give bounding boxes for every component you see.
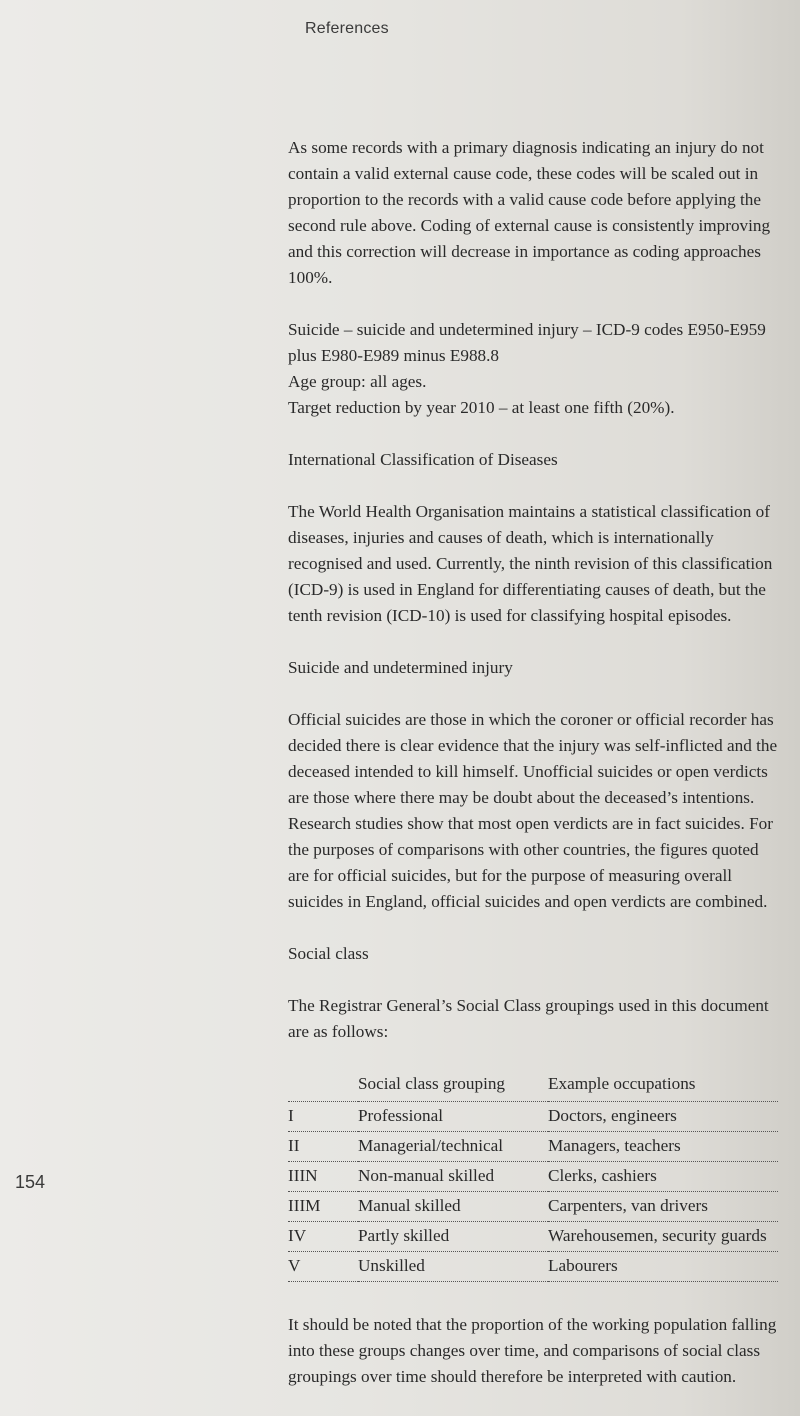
table-row [288,1132,778,1162]
row-code: V [288,1252,358,1282]
row-group: Professional [358,1102,548,1132]
intro-paragraph: As some records with a primary diagnosis indicating an injury do not contain a valid external cause code, these codes will be scaled out in proportion to the records with a valid cause code before applying the second rule above. Coding of external cause is consistently improving and this correction will decrease in importance as coding approaches 100%. [288,138,771,287]
row-code: II [288,1132,358,1162]
row-code: IIIN [288,1162,358,1192]
social-class-table [288,1071,778,1282]
table-row [288,1192,778,1222]
suicide-definition-line3: Target reduction by year 2010 – at least one fifth (20%). [288,398,675,417]
suicide-definition-line2: Age group: all ages. [288,372,427,391]
icd-heading: International Classification of Diseases [288,450,558,469]
suicide-heading: Suicide and undetermined injury [288,658,513,677]
table-row [288,1252,778,1282]
table-header-group: Social class grouping [358,1074,506,1093]
icd-paragraph: The World Health Organisation maintains a statistical classification of diseases, injuries and causes of death, which is internationally recognised and used. Currently, the ninth revision of this classification (ICD-9) is used in England for differentiating causes of death, but the tenth revision (ICD-10) is used for classifying hospital episodes. [288,502,773,625]
row-code: I [288,1102,358,1132]
social-class-intro: The Registrar General’s Social Class groupings used in this document are as follows: [288,996,769,1041]
closing-paragraph: It should be noted that the proportion of the working population falling into these groups changes over time, and comparisons of social class groupings over time should therefore be interpreted with caution. [288,1315,777,1386]
table-row [288,1222,778,1252]
main-content [288,135,778,1416]
page-number: 154 [15,1172,46,1192]
table-header-row [288,1071,778,1102]
row-code: IIIM [288,1192,358,1222]
row-example: Carpenters, van drivers [548,1192,778,1222]
social-class-heading: Social class [288,944,369,963]
row-example: Doctors, engineers [548,1102,778,1132]
table-header-examples: Example occupations [548,1074,696,1093]
table-row [288,1162,778,1192]
row-example: Labourers [548,1252,778,1282]
row-group: Non-manual skilled [358,1162,548,1192]
suicide-paragraph: Official suicides are those in which the coroner or official recorder has decided there is clear evidence that the injury was self-inflicted and the deceased intended to kill himself. Unofficial suicides or open verdicts are those where there may be doubt about the deceased’s intentions. Research studies show that most open verdicts are in fact suicides. For the purposes of comparisons with other countries, the figures quoted are for official suicides, but for the purpose of measuring overall suicides in England, official suicides and open verdicts are combined. [288,710,778,911]
table-header-code [288,1071,358,1102]
row-example: Clerks, cashiers [548,1162,778,1192]
row-group: Managerial/technical [358,1132,548,1162]
row-example: Warehousemen, security guards [548,1222,778,1252]
row-group: Manual skilled [358,1192,548,1222]
row-group: Partly skilled [358,1222,548,1252]
row-group: Unskilled [358,1252,548,1282]
running-header: References [305,20,389,37]
suicide-definition [288,317,778,421]
row-example: Managers, teachers [548,1132,778,1162]
table-row [288,1102,778,1132]
row-code: IV [288,1222,358,1252]
suicide-definition-line1: Suicide – suicide and undetermined injury – ICD-9 codes E950-E959 plus E980-E989 minus E988.8 [288,320,766,365]
